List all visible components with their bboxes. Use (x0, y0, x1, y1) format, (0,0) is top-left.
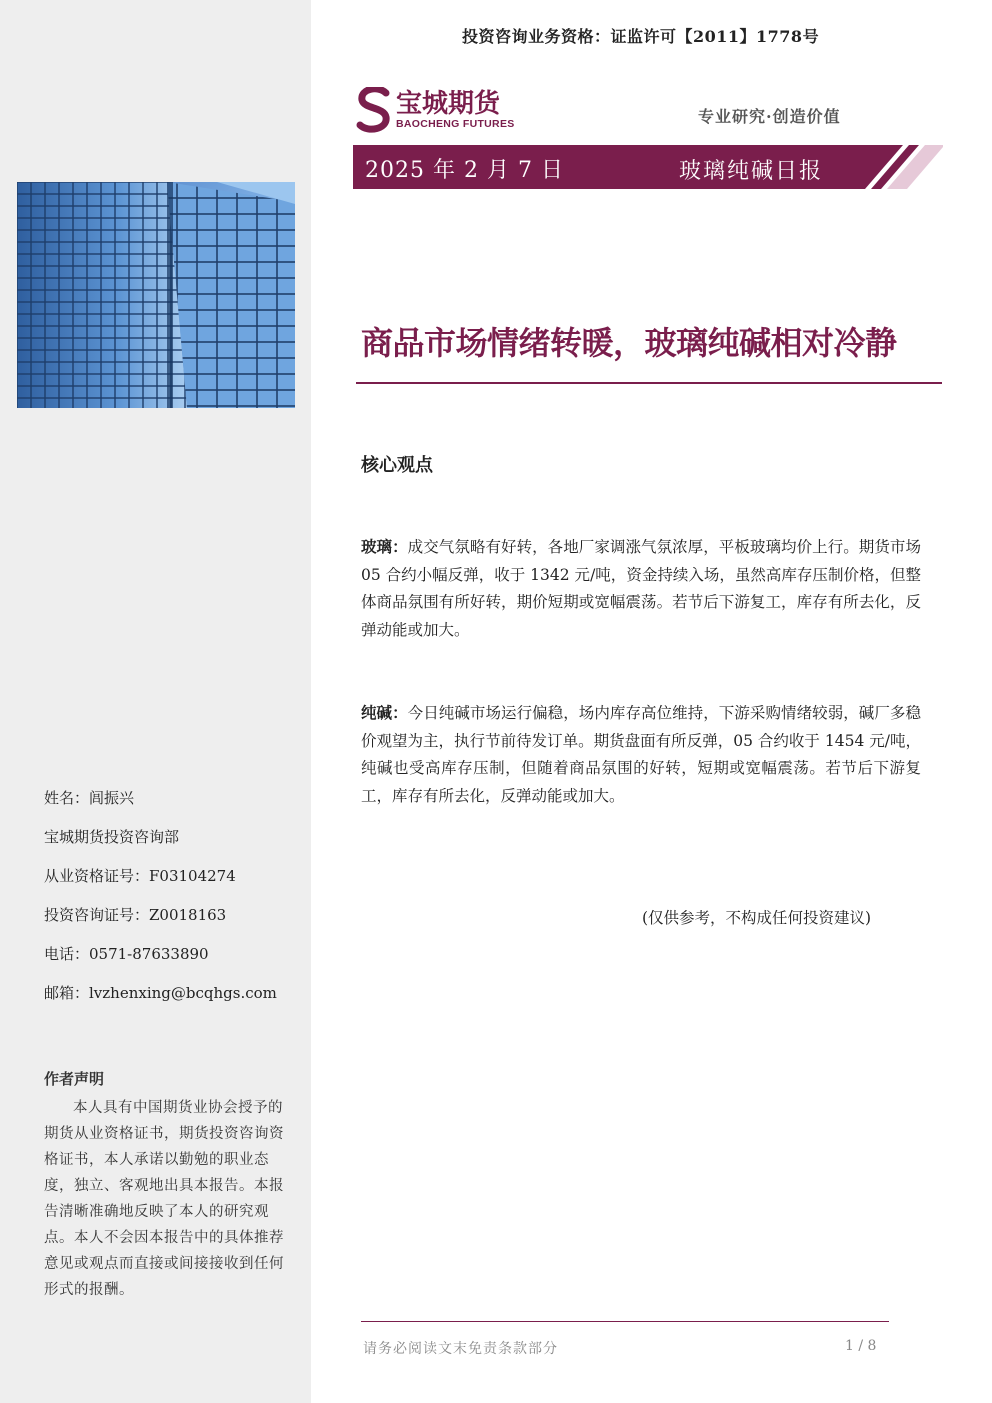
footer-disclaimer-note: 请务必阅读文末免责条款部分 (363, 1341, 558, 1357)
glass-paragraph (361, 533, 921, 644)
report-banner (353, 145, 943, 189)
brand-name-cn: 宝城期货 (396, 89, 501, 119)
author-consulting-number: 投资咨询证号：Z0018163 (44, 906, 227, 924)
author-declaration-title: 作者声明 (44, 1070, 105, 1088)
glass-label: 玻璃： (361, 537, 408, 556)
author-department: 宝城期货投资咨询部 (44, 828, 180, 846)
license-line: 投资咨询业务资格：证监许可【2011】1778号 (462, 27, 820, 46)
sidebar (0, 0, 311, 1403)
author-qualification-number: 从业资格证号：F03104274 (44, 867, 236, 885)
author-email: 邮箱：lvzhenxing@bcqhgs.com (44, 984, 277, 1002)
soda-ash-paragraph (361, 699, 921, 810)
report-date: 2025 年 2 月 7 日 (365, 158, 564, 183)
report-headline: 商品市场情绪转暖，玻璃纯碱相对冷静 (361, 324, 897, 362)
brand-s-logo-icon (356, 87, 394, 133)
author-declaration-body: 本人具有中国期货业协会授予的期货从业资格证书，期货投资咨询资格证书，本人承诺以勤勉的职业态度，独立、客观地出具本报告。本报告清晰准确地反映了本人的研究观点。本人不会因本报告中的具体推荐意见或观点而直接或间接接收到任何形式的报酬。 (44, 1100, 284, 1298)
soda-ash-label: 纯碱： (361, 703, 408, 722)
report-type: 玻璃纯碱日报 (679, 159, 824, 184)
brand-name-en: BAOCHENG FUTURES (396, 118, 515, 130)
author-name: 姓名：闾振兴 (44, 789, 135, 807)
author-info (44, 789, 304, 1023)
core-view-title: 核心观点 (361, 455, 433, 476)
footer-divider (361, 1321, 889, 1322)
slogan: 专业研究·创造价值 (698, 107, 841, 126)
reference-disclaimer: (仅供参考，不构成任何投资建议) (642, 909, 872, 927)
soda-ash-text: 今日纯碱市场运行偏稳，场内库存高位维持，下游采购情绪较弱，碱厂多稳价观望为主，执行节前待发订单。期货盘面有所反弹，05 合约收于 1454 元/吨，纯碱也受高库存压制，但随着商品氛围的好转，短期或宽幅震荡。若节后下游复工，库存有所去化，反弹动能或加大。 (361, 704, 921, 805)
brand-logo (356, 87, 526, 135)
headline-divider (356, 382, 942, 384)
author-phone: 电话：0571-87633890 (44, 945, 209, 963)
cover-building-photo (17, 182, 295, 408)
glass-text: 成交气氛略有好转，各地厂家调涨气氛浓厚，平板玻璃均价上行。期货市场 05 合约小幅反弹，收于 1342 元/吨，资金持续入场，虽然高库存压制价格，但整体商品氛围有所好转，期价短期或宽幅震荡。若节后下游复工，库存有所去化，反弹动能或加大。 (361, 538, 921, 639)
page-number: 1 / 8 (845, 1338, 877, 1354)
